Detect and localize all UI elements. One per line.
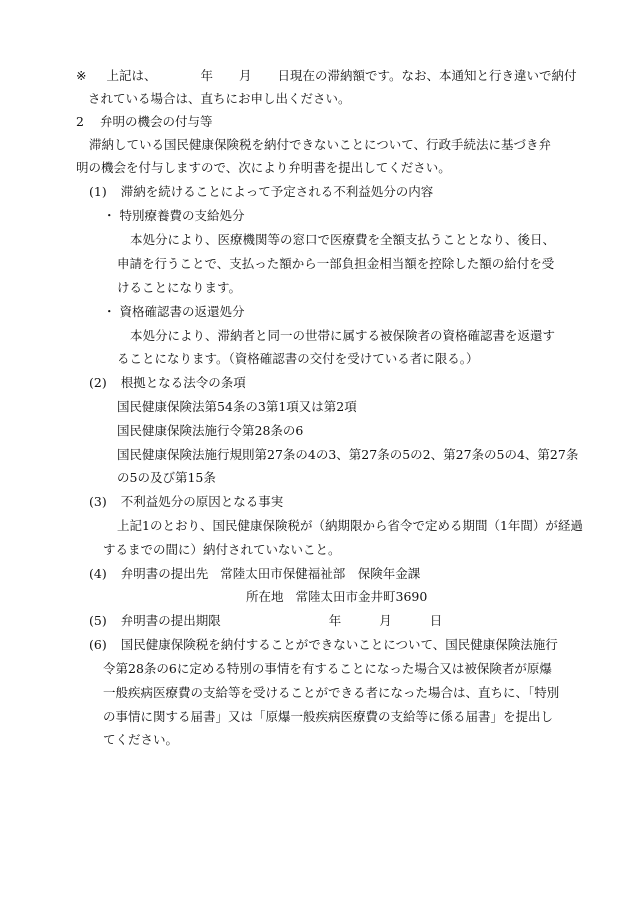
item5-year: 年 bbox=[328, 613, 342, 628]
law-2: 国民健康保険法施行令第28条の6 bbox=[117, 423, 304, 438]
item1-bullet2-line-1: 本処分により、滞納者と同一の世帯に属する被保険者の資格確認書を返還す bbox=[130, 328, 556, 343]
item3-number: (3) bbox=[89, 494, 107, 509]
item1-bullet1-title: 特別療養費の支給処分 bbox=[119, 208, 245, 223]
item1-bullet1-heading bbox=[103, 207, 245, 225]
item6-text-1: 国民健康保険税を納付することができないことについて、国民健康保険法施行 bbox=[120, 637, 558, 652]
item6-line-3: 一般疾病医療費の支給等を受けることができる者になった場合は、直ちに、「特別 bbox=[103, 685, 560, 700]
bullet-mark: ・ bbox=[103, 304, 116, 319]
item2-heading bbox=[89, 374, 246, 392]
item1-bullet2-line-2: ることになります。（資格確認書の交付を受けている者に限る。） bbox=[117, 351, 479, 366]
item5-day: 日 bbox=[429, 613, 443, 628]
item6-line-4: の事情に関する届書」又は「原爆一般疾病医療費の支給等に係る届書」を提出し bbox=[103, 709, 554, 724]
item4-address bbox=[246, 588, 427, 606]
item1-bullet1-line-1: 本処分により、医療機関等の窓口で医療費を全額支払うこととなり、後日、 bbox=[130, 232, 556, 247]
item3-line-2: するまでの間に）納付されていないこと。 bbox=[103, 542, 341, 557]
item3-heading bbox=[89, 493, 283, 511]
item4-heading bbox=[89, 565, 420, 583]
item1-bullet2-title: 資格確認書の返還処分 bbox=[119, 304, 245, 319]
item5-heading bbox=[89, 612, 442, 630]
item3-title: 不利益処分の原因となる事実 bbox=[120, 494, 284, 509]
item4-number: (4) bbox=[89, 566, 107, 581]
note-prefix: 上記は、 bbox=[106, 68, 157, 83]
item6-line-2: 令第28条の6に定める特別の事情を有することになった場合又は被保険者が原爆 bbox=[103, 661, 552, 676]
item1-heading bbox=[89, 183, 433, 201]
note-mark: ※ bbox=[76, 68, 87, 83]
law-1: 国民健康保険法第54条の3第1項又は第2項 bbox=[117, 399, 357, 414]
section2-heading bbox=[76, 113, 212, 131]
item4-label: 弁明書の提出先 bbox=[120, 566, 209, 581]
item2-title: 根拠となる法令の条項 bbox=[120, 375, 246, 390]
item1-bullet1-line-3: けることになります。 bbox=[117, 280, 242, 295]
item6-line-5: てください。 bbox=[103, 732, 179, 747]
section2-number: 2 bbox=[76, 114, 84, 129]
item1-bullet2-heading bbox=[103, 303, 245, 321]
item1-bullet1-line-2: 申請を行うことで、支払った額から一部負担金相当額を控除した額の給付を受 bbox=[117, 256, 555, 271]
bullet-mark: ・ bbox=[103, 208, 116, 223]
item3-line-1: 上記1のとおり、国民健康保険税が（納期限から省令で定める期間（1年間）が経過 bbox=[117, 518, 583, 533]
item6-line-1 bbox=[89, 636, 558, 654]
item5-month: 月 bbox=[379, 613, 392, 628]
item4-address-label: 所在地 bbox=[246, 589, 284, 604]
item4-destination: 常陸太田市保健福祉部 保険年金課 bbox=[220, 566, 421, 581]
law-3-line-1: 国民健康保険法施行規則第27条の4の3、第27条の5の2、第27条の5の4、第27条 bbox=[117, 447, 579, 462]
item1-number: (1) bbox=[89, 184, 107, 199]
law-3-line-2: の5の及び第15条 bbox=[117, 470, 216, 485]
item6-number: (6) bbox=[89, 637, 107, 652]
item2-number: (2) bbox=[89, 375, 107, 390]
item5-number: (5) bbox=[89, 613, 107, 628]
item4-address-value: 常陸太田市金井町3690 bbox=[295, 589, 428, 604]
item1-title: 滞納を続けることによって予定される不利益処分の内容 bbox=[120, 184, 434, 199]
section2-intro-1: 滞納している国民健康保険税を納付できないことについて、行政手続法に基づき弁 bbox=[89, 137, 552, 152]
section2-intro-2: 明の機会を付与しますので、次により弁明書を提出してください。 bbox=[76, 160, 451, 175]
note-line-2: されている場合は、直ちにお申し出ください。 bbox=[88, 91, 351, 106]
section2-title: 弁明の機会の付与等 bbox=[99, 114, 213, 129]
note-month: 月 bbox=[239, 68, 252, 83]
note-suffix: 日現在の滞納額です。なお、本通知と行き違いで納付 bbox=[277, 68, 577, 83]
note-year: 年 bbox=[200, 68, 214, 83]
item5-label: 弁明書の提出期限 bbox=[120, 613, 221, 628]
note-line-1 bbox=[76, 67, 577, 85]
